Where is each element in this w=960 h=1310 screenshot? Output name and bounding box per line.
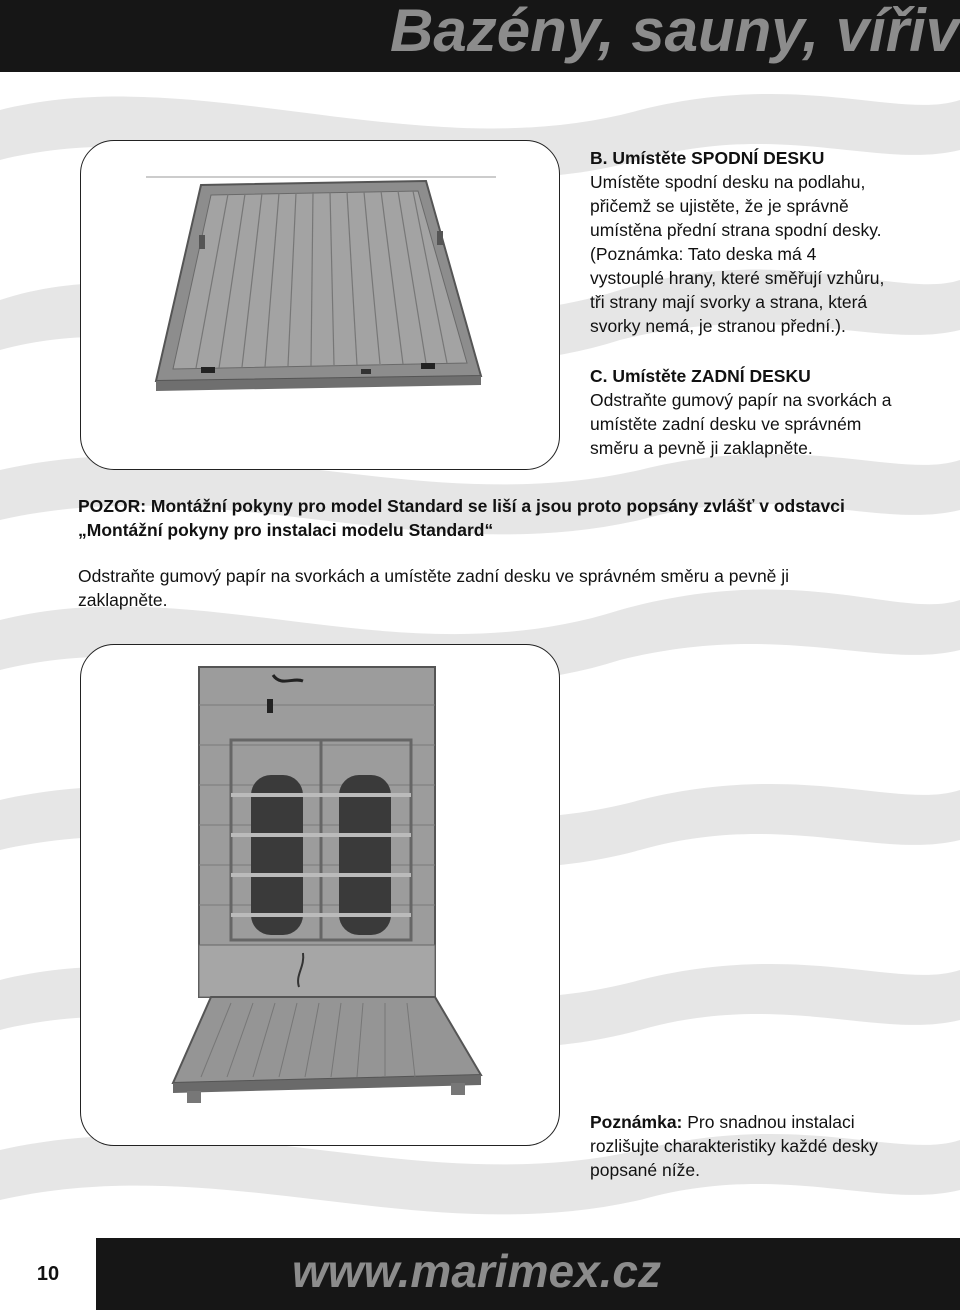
section-b-body: Umístěte spodní desku na podlahu, přičemž se ujistěte, že je správně umístěna přední strana spodní desky. (Poznámka: Tato deska má 4 vystouplé hrany, které směřují vzhůru, tři strany mají svorky a strana, která svorky nemá, je stranou přední.).	[590, 172, 885, 336]
header-title: Bazény, sauny, vířiv	[390, 0, 960, 64]
back-panel-photo-frame	[80, 644, 560, 1146]
note	[590, 1110, 890, 1182]
section-c	[590, 364, 895, 460]
back-panel-photo	[81, 645, 559, 1145]
warning-text: POZOR: Montážní pokyny pro model Standard se liší a jsou proto popsány zvlášť v odstavci „Montážní pokyny pro instalaci modelu Standard“	[78, 496, 845, 540]
footer-url[interactable]: www.marimex.cz	[292, 1245, 662, 1297]
section-b-heading: B. Umístěte SPODNÍ DESKU	[590, 148, 825, 168]
floor-panel-photo	[81, 141, 559, 469]
instruction-text: Odstraňte gumový papír na svorkách a umístěte zadní desku ve správném směru a pevně ji zaklapněte.	[78, 566, 790, 610]
page-number: 10	[0, 1238, 96, 1310]
section-c-body: Odstraňte gumový papír na svorkách a umístěte zadní desku ve správném směru a pevně ji zaklapněte.	[590, 390, 892, 458]
section-c-heading: C. Umístěte ZADNÍ DESKU	[590, 366, 811, 386]
note-label: Poznámka:	[590, 1112, 683, 1132]
floor-panel-photo-frame	[80, 140, 560, 470]
section-b	[590, 146, 890, 338]
footer-band	[0, 1238, 960, 1310]
header-band	[0, 0, 960, 72]
note-body: Pro snadnou instalaci rozlišujte charakteristiky každé desky popsané níže.	[590, 1112, 878, 1180]
